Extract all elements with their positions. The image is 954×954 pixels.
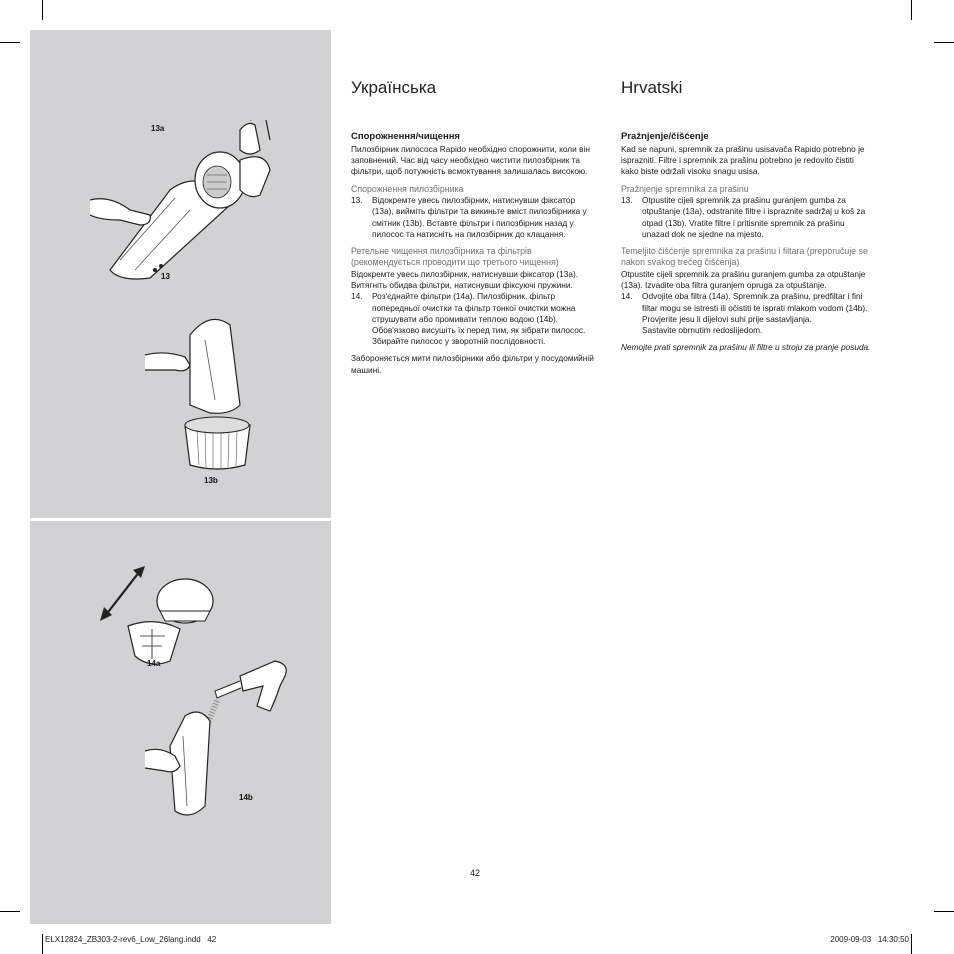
language-title-ukrainian: Українська	[351, 78, 437, 97]
ukrainian-column	[351, 78, 599, 376]
figure-label-13a: 13a	[151, 124, 165, 133]
crop-mark	[0, 911, 20, 912]
footer-timestamp: 2009-09-03 14:30:50	[830, 935, 909, 944]
crop-mark	[911, 934, 912, 954]
illustration-panel-top	[30, 30, 331, 518]
subheading-emptying: Спорожнення пилозбірника	[351, 183, 464, 194]
step-number: 14.	[351, 291, 363, 302]
crop-mark	[911, 0, 912, 20]
figure-label-14b: 14b	[239, 793, 253, 802]
illustration-panel-bottom	[30, 521, 331, 924]
figure-label-13: 13	[161, 272, 170, 281]
dishwasher-note: Nemojte prati spremnik za prašinu ili filtre u stroju za pranje posuda.	[621, 342, 871, 353]
figure-label-13b: 13b	[204, 476, 218, 485]
rinse-tap-illustration	[145, 656, 305, 826]
croatian-column	[621, 78, 873, 353]
language-title-croatian: Hrvatski	[621, 78, 683, 97]
subheading-emptying: Pražnjenje spremnika za prašinu	[621, 183, 749, 194]
step-number: 14.	[621, 291, 633, 302]
footer-filename: ELX12824_ZB303-2-rev6_Low_26lang.indd 42	[45, 935, 217, 944]
section-heading: Pražnjenje/čišćenje	[621, 131, 709, 142]
crop-mark	[42, 0, 43, 20]
crop-mark	[934, 911, 954, 912]
step-number: 13.	[351, 195, 363, 206]
step-text: Otpustite cijeli spremnik za prašinu guranjem gumba za otpuštanje (13a), odstranite filtre i ispraznite sadržaj u koš za otpad (13b). Vratite filtre i pritisnite spremnik za prašinu unazad dok ne sjedne na mjesto.	[642, 195, 866, 239]
empty-bin-illustration	[145, 315, 265, 470]
step-text: Роз'єднайте фільтри (14a). Пилозбірник, фільтр попередньої очистки та фільтр тонкої очистки можна струшувати або промивати теплою водою (14b). Обов'язково висушіть їх перед тим, як зібрати пилосос.	[372, 291, 586, 335]
subheading-thorough-cleaning: Temeljito čišćenje spremnika za prašinu i filtara (preporučuje se nakon svakog trećeg čišćenja)	[621, 245, 868, 268]
crop-mark	[0, 42, 20, 43]
thorough-cleaning-paragraph: Відокремте увесь пилозбірник, натиснувши фіксатор (13a). Витягніть обидва фільтри, натиснувши фіксуючі пружини.	[351, 268, 579, 291]
step-14	[621, 291, 873, 325]
dishwasher-note: Забороняється мити пилозбірники або фільтри у посудомийній машині.	[351, 353, 594, 375]
intro-paragraph: Kad se napuni, spremnik za prašinu usisavača Rapido potrebno je isprazniti. Filtre i spremnik za prašinu potrebno je redovito čistiti kako biste održali visoku snagu usisa.	[621, 144, 865, 177]
subheading-thorough-cleaning: Ретельне чищення пилозбірника та фільтрів (рекомендується проводити що третього чищення)	[351, 245, 559, 268]
step-text: Відокремте увесь пилозбірник, натиснувши фіксатор (13a), вийміть фільтри та викиньте вміст пилозбірника у смітник (13b). Вставте фільтри і пилозбірник назад у пилосос та натисніть на пилозбірник до клацання.	[372, 195, 587, 239]
step-14	[351, 291, 599, 336]
intro-paragraph: Пилозбірник пилососа Rapido необхідно спорожнити, коли він заповнений. Час від часу необхідно чистити пилозбірник та фільтри, щоб потужність всмоктування залишалась високою.	[351, 144, 590, 177]
step-number: 13.	[621, 195, 633, 206]
vacuum-release-illustration	[90, 120, 290, 280]
step-14-extra	[351, 336, 599, 347]
step-text: Odvojite oba filtra (14a). Spremnik za prašinu, predfiltar i fini filtar mogu se istresti ili očistiti te isprati mlakom vodom (14b). Provjerite jesu li dijelovi suhi prije sastavljanja.	[642, 291, 868, 324]
crop-mark	[42, 934, 43, 954]
filter-separation-illustration	[100, 561, 230, 671]
section-heading: Спорожнення/чищення	[351, 131, 460, 142]
step-14-extra	[621, 325, 873, 336]
step-text: Збирайте пилосос у зворотній послідовності.	[372, 336, 546, 347]
step-text: Sastavite obrnutim redoslijedom.	[642, 324, 763, 335]
page-number: 42	[470, 868, 481, 878]
figure-label-14a: 14a	[147, 659, 161, 668]
thorough-cleaning-paragraph: Otpustite cijeli spremnik za prašinu guranjem gumba za otpuštanje (13a). Izvadite oba filtra guranjem opruga za otpuštanje.	[621, 268, 866, 291]
step-13	[351, 195, 599, 240]
crop-mark	[934, 42, 954, 43]
step-13	[621, 195, 873, 240]
